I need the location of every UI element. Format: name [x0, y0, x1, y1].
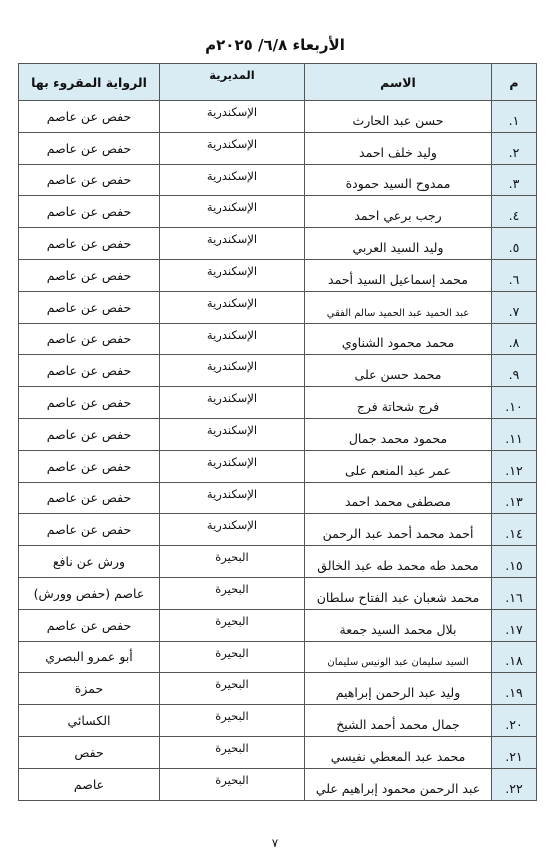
- name-cell: محمود محمد جمال: [305, 418, 492, 450]
- column-header-name: الاسم: [305, 64, 492, 101]
- recitation-cell: حفص: [19, 736, 160, 768]
- row-number-cell: ٢٢.: [492, 768, 537, 800]
- column-header-directorate: المديرية: [160, 64, 305, 101]
- name-cell: أحمد محمد أحمد عبد الرحمن: [305, 514, 492, 546]
- row-number-cell: ١١.: [492, 418, 537, 450]
- directorate-cell: البحيرة: [160, 736, 305, 768]
- row-number-cell: ٧.: [492, 291, 537, 323]
- directorate-cell: الإسكندرية: [160, 514, 305, 546]
- table-row: [19, 673, 537, 705]
- directorate-cell: البحيرة: [160, 609, 305, 641]
- page-number: ٧: [271, 836, 279, 850]
- name-cell: بلال محمد السيد جمعة: [305, 609, 492, 641]
- recitation-cell: ورش عن نافع: [19, 546, 160, 578]
- table-row: [19, 514, 537, 546]
- name-cell: عبد الرحمن محمود إبراهيم علي: [305, 768, 492, 800]
- row-number-cell: ٥.: [492, 228, 537, 260]
- name-cell: وليد عبد الرحمن إبراهيم: [305, 673, 492, 705]
- table-row: [19, 546, 537, 578]
- row-number-cell: ١٠.: [492, 387, 537, 419]
- name-cell: فرج شحاتة فرج: [305, 387, 492, 419]
- row-number-cell: ١٤.: [492, 514, 537, 546]
- table-row: [19, 450, 537, 482]
- recitation-cell: حفص عن عاصم: [19, 228, 160, 260]
- recitation-cell: حفص عن عاصم: [19, 291, 160, 323]
- row-number-cell: ٣.: [492, 164, 537, 196]
- recitation-cell: حمزة: [19, 673, 160, 705]
- table-row: [19, 736, 537, 768]
- recitation-cell: حفص عن عاصم: [19, 482, 160, 514]
- directorate-cell: البحيرة: [160, 577, 305, 609]
- row-number-cell: ١٣.: [492, 482, 537, 514]
- name-cell: حسن عبد الحارث: [305, 101, 492, 133]
- directorate-cell: البحيرة: [160, 768, 305, 800]
- recitation-cell: حفص عن عاصم: [19, 514, 160, 546]
- recitation-cell: حفص عن عاصم: [19, 164, 160, 196]
- table-row: [19, 609, 537, 641]
- name-cell: محمد محمود الشناوي: [305, 323, 492, 355]
- directorate-cell: الإسكندرية: [160, 450, 305, 482]
- name-cell: جمال محمد أحمد الشيخ: [305, 705, 492, 737]
- table-row: [19, 228, 537, 260]
- row-number-cell: ١٢.: [492, 450, 537, 482]
- table-row: [19, 132, 537, 164]
- directorate-cell: الإسكندرية: [160, 132, 305, 164]
- name-cell: ممدوح السيد حمودة: [305, 164, 492, 196]
- table-row: [19, 768, 537, 800]
- name-cell: وليد خلف احمد: [305, 132, 492, 164]
- recitation-cell: حفص عن عاصم: [19, 418, 160, 450]
- name-cell: السيد سليمان عبد الونيس سليمان: [305, 641, 492, 673]
- name-cell: رجب برعي احمد: [305, 196, 492, 228]
- directorate-cell: البحيرة: [160, 546, 305, 578]
- table-row: [19, 355, 537, 387]
- table-row: [19, 705, 537, 737]
- directorate-cell: الإسكندرية: [160, 418, 305, 450]
- name-cell: عبد الحميد عبد الحميد سالم الفقي: [305, 291, 492, 323]
- row-number-cell: ١٦.: [492, 577, 537, 609]
- table-row: [19, 418, 537, 450]
- reciters-table: [18, 63, 537, 801]
- name-cell: محمد إسماعيل السيد أحمد: [305, 259, 492, 291]
- name-cell: محمد حسن على: [305, 355, 492, 387]
- row-number-cell: ٢١.: [492, 736, 537, 768]
- row-number-cell: ٦.: [492, 259, 537, 291]
- row-number-cell: ٤.: [492, 196, 537, 228]
- recitation-cell: حفص عن عاصم: [19, 323, 160, 355]
- directorate-cell: البحيرة: [160, 673, 305, 705]
- name-cell: عمر عبد المنعم على: [305, 450, 492, 482]
- directorate-cell: الإسكندرية: [160, 196, 305, 228]
- table-row: [19, 101, 537, 133]
- recitation-cell: أبو عمرو البصري: [19, 641, 160, 673]
- name-cell: مصطفى محمد احمد: [305, 482, 492, 514]
- name-cell: وليد السيد العربي: [305, 228, 492, 260]
- table-row: [19, 387, 537, 419]
- directorate-cell: الإسكندرية: [160, 101, 305, 133]
- recitation-cell: حفص عن عاصم: [19, 101, 160, 133]
- row-number-cell: ١٧.: [492, 609, 537, 641]
- directorate-cell: البحيرة: [160, 641, 305, 673]
- table-header-row: [19, 64, 537, 101]
- recitation-cell: حفص عن عاصم: [19, 132, 160, 164]
- page-date-heading: الأربعاء ٦/٨/ ٢٠٢٥م: [205, 36, 345, 54]
- directorate-cell: الإسكندرية: [160, 387, 305, 419]
- recitation-cell: عاصم (حفص وورش): [19, 577, 160, 609]
- recitation-cell: حفص عن عاصم: [19, 387, 160, 419]
- row-number-cell: ٩.: [492, 355, 537, 387]
- recitation-cell: حفص عن عاصم: [19, 355, 160, 387]
- directorate-cell: الإسكندرية: [160, 228, 305, 260]
- directorate-cell: الإسكندرية: [160, 355, 305, 387]
- table-row: [19, 164, 537, 196]
- row-number-cell: ١٩.: [492, 673, 537, 705]
- recitation-cell: عاصم: [19, 768, 160, 800]
- recitation-cell: حفص عن عاصم: [19, 609, 160, 641]
- recitation-cell: حفص عن عاصم: [19, 196, 160, 228]
- directorate-cell: الإسكندرية: [160, 323, 305, 355]
- table-row: [19, 482, 537, 514]
- table-row: [19, 259, 537, 291]
- column-header-num: م: [492, 64, 537, 101]
- table-body: [19, 101, 537, 801]
- row-number-cell: ٢.: [492, 132, 537, 164]
- row-number-cell: ٢٠.: [492, 705, 537, 737]
- directorate-cell: الإسكندرية: [160, 482, 305, 514]
- name-cell: محمد عبد المعطي نفيسي: [305, 736, 492, 768]
- name-cell: محمد شعبان عبد الفتاح سلطان: [305, 577, 492, 609]
- directorate-cell: الإسكندرية: [160, 259, 305, 291]
- row-number-cell: ٨.: [492, 323, 537, 355]
- row-number-cell: ١٥.: [492, 546, 537, 578]
- recitation-cell: حفص عن عاصم: [19, 450, 160, 482]
- table-row: [19, 323, 537, 355]
- directorate-cell: البحيرة: [160, 705, 305, 737]
- table-row: [19, 291, 537, 323]
- row-number-cell: ١٨.: [492, 641, 537, 673]
- table-row: [19, 641, 537, 673]
- column-header-recitation: الرواية المقروء بها: [19, 64, 160, 101]
- directorate-cell: الإسكندرية: [160, 291, 305, 323]
- recitation-cell: حفص عن عاصم: [19, 259, 160, 291]
- table-row: [19, 577, 537, 609]
- recitation-cell: الكسائي: [19, 705, 160, 737]
- directorate-cell: الإسكندرية: [160, 164, 305, 196]
- row-number-cell: ١.: [492, 101, 537, 133]
- table-row: [19, 196, 537, 228]
- name-cell: محمد طه محمد طه عبد الخالق: [305, 546, 492, 578]
